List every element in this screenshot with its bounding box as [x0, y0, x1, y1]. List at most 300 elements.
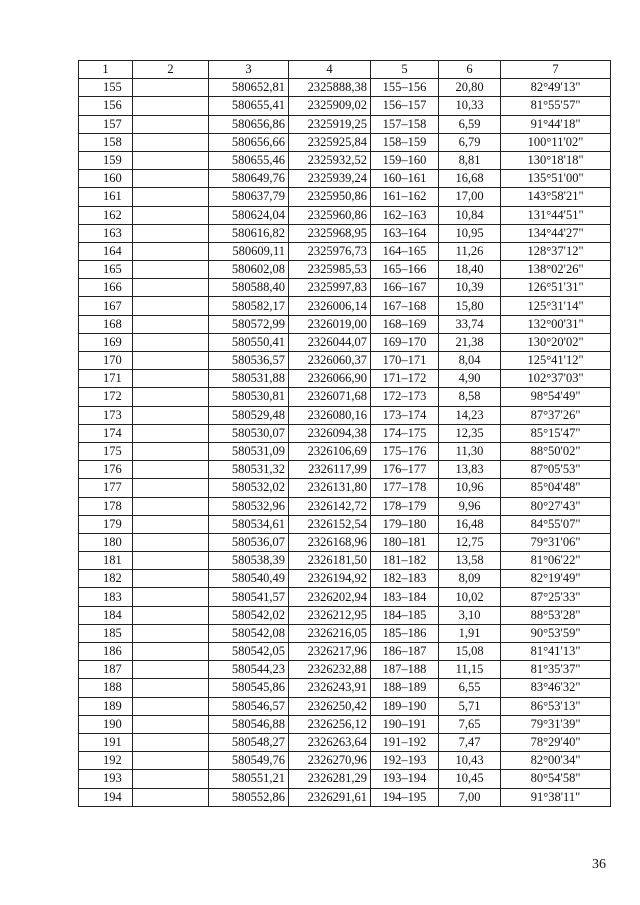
distance-cell: 33,74 [439, 315, 501, 333]
y-coordinate-cell: 2326152,54 [289, 515, 371, 533]
blank-cell [133, 697, 209, 715]
y-coordinate-cell: 2326168,96 [289, 533, 371, 551]
y-coordinate-cell: 2326106,69 [289, 442, 371, 460]
x-coordinate-cell: 580655,41 [209, 97, 289, 115]
distance-cell: 16,48 [439, 515, 501, 533]
y-coordinate-cell: 2325932,52 [289, 151, 371, 169]
distance-cell: 14,23 [439, 406, 501, 424]
y-coordinate-cell: 2326094,38 [289, 424, 371, 442]
y-coordinate-cell: 2325960,86 [289, 206, 371, 224]
point-number-cell: 173 [79, 406, 133, 424]
x-coordinate-cell: 580602,08 [209, 261, 289, 279]
blank-cell [133, 643, 209, 661]
x-coordinate-cell: 580616,82 [209, 224, 289, 242]
blank-cell [133, 679, 209, 697]
table-row [79, 406, 611, 424]
point-number-cell: 164 [79, 242, 133, 260]
table-row [79, 388, 611, 406]
blank-cell [133, 588, 209, 606]
blank-cell [133, 570, 209, 588]
table-row [79, 606, 611, 624]
table-row [79, 206, 611, 224]
x-coordinate-cell: 580540,49 [209, 570, 289, 588]
segment-cell: 157–158 [371, 115, 439, 133]
table-row [79, 533, 611, 551]
column-header-4: 4 [289, 61, 371, 79]
angle-cell: 126°51'31" [501, 279, 611, 297]
distance-cell: 6,59 [439, 115, 501, 133]
point-number-cell: 158 [79, 133, 133, 151]
distance-cell: 13,58 [439, 552, 501, 570]
x-coordinate-cell: 580532,02 [209, 479, 289, 497]
blank-cell [133, 661, 209, 679]
segment-cell: 174–175 [371, 424, 439, 442]
table-row [79, 333, 611, 351]
y-coordinate-cell: 2325950,86 [289, 188, 371, 206]
segment-cell: 189–190 [371, 697, 439, 715]
x-coordinate-cell: 580534,61 [209, 515, 289, 533]
distance-cell: 13,83 [439, 461, 501, 479]
distance-cell: 11,30 [439, 442, 501, 460]
table-row [79, 297, 611, 315]
segment-cell: 162–163 [371, 206, 439, 224]
segment-cell: 169–170 [371, 333, 439, 351]
point-number-cell: 175 [79, 442, 133, 460]
blank-cell [133, 606, 209, 624]
segment-cell: 187–188 [371, 661, 439, 679]
table-row [79, 552, 611, 570]
blank-cell [133, 206, 209, 224]
segment-cell: 178–179 [371, 497, 439, 515]
angle-cell: 81°41'13" [501, 643, 611, 661]
x-coordinate-cell: 580609,11 [209, 242, 289, 260]
blank-cell [133, 533, 209, 551]
x-coordinate-cell: 580572,99 [209, 315, 289, 333]
blank-cell [133, 115, 209, 133]
point-number-cell: 168 [79, 315, 133, 333]
x-coordinate-cell: 580582,17 [209, 297, 289, 315]
blank-cell [133, 406, 209, 424]
angle-cell: 79°31'39" [501, 715, 611, 733]
distance-cell: 10,39 [439, 279, 501, 297]
distance-cell: 6,79 [439, 133, 501, 151]
x-coordinate-cell: 580548,27 [209, 733, 289, 751]
x-coordinate-cell: 580542,05 [209, 643, 289, 661]
x-coordinate-cell: 580532,96 [209, 497, 289, 515]
x-coordinate-cell: 580551,21 [209, 770, 289, 788]
column-header-7: 7 [501, 61, 611, 79]
blank-cell [133, 424, 209, 442]
table-row [79, 515, 611, 533]
distance-cell: 7,65 [439, 715, 501, 733]
column-header-1: 1 [79, 61, 133, 79]
point-number-cell: 184 [79, 606, 133, 624]
x-coordinate-cell: 580529,48 [209, 406, 289, 424]
x-coordinate-cell: 580531,32 [209, 461, 289, 479]
distance-cell: 10,45 [439, 770, 501, 788]
angle-cell: 102°37'03" [501, 370, 611, 388]
x-coordinate-cell: 580656,86 [209, 115, 289, 133]
blank-cell [133, 770, 209, 788]
blank-cell [133, 352, 209, 370]
point-number-cell: 186 [79, 643, 133, 661]
angle-cell: 79°31'06" [501, 533, 611, 551]
table-row [79, 224, 611, 242]
distance-cell: 10,02 [439, 588, 501, 606]
table-row [79, 715, 611, 733]
table-row [79, 242, 611, 260]
point-number-cell: 174 [79, 424, 133, 442]
x-coordinate-cell: 580530,07 [209, 424, 289, 442]
distance-cell: 15,80 [439, 297, 501, 315]
blank-cell [133, 788, 209, 806]
x-coordinate-cell: 580531,09 [209, 442, 289, 460]
distance-cell: 15,08 [439, 643, 501, 661]
y-coordinate-cell: 2325919,25 [289, 115, 371, 133]
angle-cell: 83°46'32" [501, 679, 611, 697]
angle-cell: 84°55'07" [501, 515, 611, 533]
table-row [79, 315, 611, 333]
table-row [79, 697, 611, 715]
blank-cell [133, 188, 209, 206]
blank-cell [133, 224, 209, 242]
x-coordinate-cell: 580656,66 [209, 133, 289, 151]
table-row [79, 788, 611, 806]
point-number-cell: 157 [79, 115, 133, 133]
blank-cell [133, 479, 209, 497]
segment-cell: 176–177 [371, 461, 439, 479]
angle-cell: 87°37'26" [501, 406, 611, 424]
point-number-cell: 170 [79, 352, 133, 370]
distance-cell: 20,80 [439, 79, 501, 97]
point-number-cell: 156 [79, 97, 133, 115]
x-coordinate-cell: 580652,81 [209, 79, 289, 97]
angle-cell: 81°06'22" [501, 552, 611, 570]
table-row [79, 79, 611, 97]
point-number-cell: 171 [79, 370, 133, 388]
distance-cell: 9,96 [439, 497, 501, 515]
angle-cell: 81°35'37" [501, 661, 611, 679]
distance-cell: 3,10 [439, 606, 501, 624]
angle-cell: 82°49'13" [501, 79, 611, 97]
blank-cell [133, 733, 209, 751]
point-number-cell: 193 [79, 770, 133, 788]
table-row [79, 188, 611, 206]
angle-cell: 78°29'40" [501, 733, 611, 751]
x-coordinate-cell: 580549,76 [209, 752, 289, 770]
x-coordinate-cell: 580649,76 [209, 170, 289, 188]
point-number-cell: 181 [79, 552, 133, 570]
x-coordinate-cell: 580655,46 [209, 151, 289, 169]
y-coordinate-cell: 2326256,12 [289, 715, 371, 733]
table-row [79, 770, 611, 788]
y-coordinate-cell: 2326044,07 [289, 333, 371, 351]
y-coordinate-cell: 2326202,94 [289, 588, 371, 606]
distance-cell: 10,33 [439, 97, 501, 115]
angle-cell: 82°00'34" [501, 752, 611, 770]
x-coordinate-cell: 580536,57 [209, 352, 289, 370]
x-coordinate-cell: 580541,57 [209, 588, 289, 606]
table-row [79, 588, 611, 606]
blank-cell [133, 315, 209, 333]
blank-cell [133, 242, 209, 260]
blank-cell [133, 97, 209, 115]
x-coordinate-cell: 580536,07 [209, 533, 289, 551]
table-row [79, 570, 611, 588]
angle-cell: 81°55'57" [501, 97, 611, 115]
y-coordinate-cell: 2325888,38 [289, 79, 371, 97]
x-coordinate-cell: 580546,88 [209, 715, 289, 733]
x-coordinate-cell: 580530,81 [209, 388, 289, 406]
distance-cell: 11,15 [439, 661, 501, 679]
blank-cell [133, 370, 209, 388]
angle-cell: 138°02'26" [501, 261, 611, 279]
distance-cell: 10,95 [439, 224, 501, 242]
segment-cell: 192–193 [371, 752, 439, 770]
segment-cell: 163–164 [371, 224, 439, 242]
angle-cell: 125°31'14" [501, 297, 611, 315]
blank-cell [133, 170, 209, 188]
table-row [79, 479, 611, 497]
table-row [79, 497, 611, 515]
segment-cell: 180–181 [371, 533, 439, 551]
x-coordinate-cell: 580538,39 [209, 552, 289, 570]
table-row [79, 679, 611, 697]
blank-cell [133, 388, 209, 406]
angle-cell: 134°44'27" [501, 224, 611, 242]
x-coordinate-cell: 580588,40 [209, 279, 289, 297]
angle-cell: 131°44'51" [501, 206, 611, 224]
segment-cell: 166–167 [371, 279, 439, 297]
distance-cell: 5,71 [439, 697, 501, 715]
segment-cell: 182–183 [371, 570, 439, 588]
y-coordinate-cell: 2326060,37 [289, 352, 371, 370]
segment-cell: 168–169 [371, 315, 439, 333]
angle-cell: 88°50'02" [501, 442, 611, 460]
table-row [79, 352, 611, 370]
x-coordinate-cell: 580552,86 [209, 788, 289, 806]
y-coordinate-cell: 2326291,61 [289, 788, 371, 806]
distance-cell: 8,58 [439, 388, 501, 406]
point-number-cell: 179 [79, 515, 133, 533]
distance-cell: 11,26 [439, 242, 501, 260]
page-number: 36 [592, 857, 606, 872]
segment-cell: 193–194 [371, 770, 439, 788]
segment-cell: 160–161 [371, 170, 439, 188]
blank-cell [133, 515, 209, 533]
point-number-cell: 194 [79, 788, 133, 806]
point-number-cell: 192 [79, 752, 133, 770]
y-coordinate-cell: 2326080,16 [289, 406, 371, 424]
table-row [79, 643, 611, 661]
point-number-cell: 163 [79, 224, 133, 242]
distance-cell: 17,00 [439, 188, 501, 206]
segment-cell: 165–166 [371, 261, 439, 279]
distance-cell: 7,00 [439, 788, 501, 806]
angle-cell: 82°19'49" [501, 570, 611, 588]
distance-cell: 12,35 [439, 424, 501, 442]
distance-cell: 18,40 [439, 261, 501, 279]
angle-cell: 91°38'11" [501, 788, 611, 806]
segment-cell: 175–176 [371, 442, 439, 460]
table-row [79, 461, 611, 479]
y-coordinate-cell: 2326071,68 [289, 388, 371, 406]
blank-cell [133, 151, 209, 169]
y-coordinate-cell: 2326117,99 [289, 461, 371, 479]
angle-cell: 143°58'21" [501, 188, 611, 206]
y-coordinate-cell: 2326181,50 [289, 552, 371, 570]
y-coordinate-cell: 2326263,64 [289, 733, 371, 751]
column-header-3: 3 [209, 61, 289, 79]
angle-cell: 87°05'53" [501, 461, 611, 479]
point-number-cell: 180 [79, 533, 133, 551]
table-row [79, 133, 611, 151]
column-header-5: 5 [371, 61, 439, 79]
x-coordinate-cell: 580531,88 [209, 370, 289, 388]
y-coordinate-cell: 2326270,96 [289, 752, 371, 770]
y-coordinate-cell: 2326216,05 [289, 624, 371, 642]
column-header-2: 2 [133, 61, 209, 79]
column-header-6: 6 [439, 61, 501, 79]
blank-cell [133, 442, 209, 460]
point-number-cell: 183 [79, 588, 133, 606]
blank-cell [133, 297, 209, 315]
segment-cell: 171–172 [371, 370, 439, 388]
y-coordinate-cell: 2326019,00 [289, 315, 371, 333]
blank-cell [133, 552, 209, 570]
table-row [79, 170, 611, 188]
coordinates-table [78, 60, 611, 807]
y-coordinate-cell: 2325976,73 [289, 242, 371, 260]
segment-cell: 191–192 [371, 733, 439, 751]
point-number-cell: 165 [79, 261, 133, 279]
segment-cell: 194–195 [371, 788, 439, 806]
table-row [79, 370, 611, 388]
segment-cell: 161–162 [371, 188, 439, 206]
angle-cell: 132°00'31" [501, 315, 611, 333]
angle-cell: 100°11'02" [501, 133, 611, 151]
table-row [79, 97, 611, 115]
point-number-cell: 169 [79, 333, 133, 351]
angle-cell: 87°25'33" [501, 588, 611, 606]
table-row [79, 624, 611, 642]
y-coordinate-cell: 2326232,88 [289, 661, 371, 679]
angle-cell: 80°27'43" [501, 497, 611, 515]
table-row [79, 661, 611, 679]
x-coordinate-cell: 580542,08 [209, 624, 289, 642]
angle-cell: 128°37'12" [501, 242, 611, 260]
segment-cell: 158–159 [371, 133, 439, 151]
segment-cell: 159–160 [371, 151, 439, 169]
distance-cell: 8,04 [439, 352, 501, 370]
table-row [79, 733, 611, 751]
point-number-cell: 177 [79, 479, 133, 497]
point-number-cell: 162 [79, 206, 133, 224]
point-number-cell: 178 [79, 497, 133, 515]
distance-cell: 21,38 [439, 333, 501, 351]
x-coordinate-cell: 580637,79 [209, 188, 289, 206]
blank-cell [133, 497, 209, 515]
distance-cell: 16,68 [439, 170, 501, 188]
distance-cell: 1,91 [439, 624, 501, 642]
x-coordinate-cell: 580544,23 [209, 661, 289, 679]
segment-cell: 167–168 [371, 297, 439, 315]
blank-cell [133, 79, 209, 97]
y-coordinate-cell: 2326212,95 [289, 606, 371, 624]
point-number-cell: 185 [79, 624, 133, 642]
x-coordinate-cell: 580550,41 [209, 333, 289, 351]
distance-cell: 6,55 [439, 679, 501, 697]
table-row [79, 424, 611, 442]
blank-cell [133, 752, 209, 770]
y-coordinate-cell: 2325939,24 [289, 170, 371, 188]
y-coordinate-cell: 2325925,84 [289, 133, 371, 151]
blank-cell [133, 624, 209, 642]
angle-cell: 80°54'58" [501, 770, 611, 788]
table-row [79, 151, 611, 169]
table-row [79, 442, 611, 460]
y-coordinate-cell: 2325968,95 [289, 224, 371, 242]
distance-cell: 12,75 [439, 533, 501, 551]
distance-cell: 4,90 [439, 370, 501, 388]
segment-cell: 177–178 [371, 479, 439, 497]
segment-cell: 186–187 [371, 643, 439, 661]
x-coordinate-cell: 580542,02 [209, 606, 289, 624]
point-number-cell: 161 [79, 188, 133, 206]
y-coordinate-cell: 2326142,72 [289, 497, 371, 515]
point-number-cell: 159 [79, 151, 133, 169]
angle-cell: 91°44'18" [501, 115, 611, 133]
y-coordinate-cell: 2326006,14 [289, 297, 371, 315]
table-row [79, 752, 611, 770]
angle-cell: 98°54'49" [501, 388, 611, 406]
y-coordinate-cell: 2326131,80 [289, 479, 371, 497]
y-coordinate-cell: 2326194,92 [289, 570, 371, 588]
point-number-cell: 191 [79, 733, 133, 751]
segment-cell: 179–180 [371, 515, 439, 533]
segment-cell: 170–171 [371, 352, 439, 370]
y-coordinate-cell: 2325985,53 [289, 261, 371, 279]
angle-cell: 130°18'18" [501, 151, 611, 169]
segment-cell: 185–186 [371, 624, 439, 642]
distance-cell: 10,43 [439, 752, 501, 770]
y-coordinate-cell: 2326281,29 [289, 770, 371, 788]
angle-cell: 90°53'59" [501, 624, 611, 642]
point-number-cell: 155 [79, 79, 133, 97]
point-number-cell: 189 [79, 697, 133, 715]
segment-cell: 156–157 [371, 97, 439, 115]
segment-cell: 155–156 [371, 79, 439, 97]
table-header-row [79, 61, 611, 79]
table-row [79, 279, 611, 297]
segment-cell: 181–182 [371, 552, 439, 570]
distance-cell: 10,96 [439, 479, 501, 497]
distance-cell: 8,09 [439, 570, 501, 588]
x-coordinate-cell: 580624,04 [209, 206, 289, 224]
angle-cell: 85°15'47" [501, 424, 611, 442]
y-coordinate-cell: 2326066,90 [289, 370, 371, 388]
point-number-cell: 182 [79, 570, 133, 588]
point-number-cell: 190 [79, 715, 133, 733]
distance-cell: 10,84 [439, 206, 501, 224]
segment-cell: 172–173 [371, 388, 439, 406]
segment-cell: 183–184 [371, 588, 439, 606]
y-coordinate-cell: 2326243,91 [289, 679, 371, 697]
point-number-cell: 167 [79, 297, 133, 315]
blank-cell [133, 715, 209, 733]
blank-cell [133, 279, 209, 297]
y-coordinate-cell: 2325997,83 [289, 279, 371, 297]
